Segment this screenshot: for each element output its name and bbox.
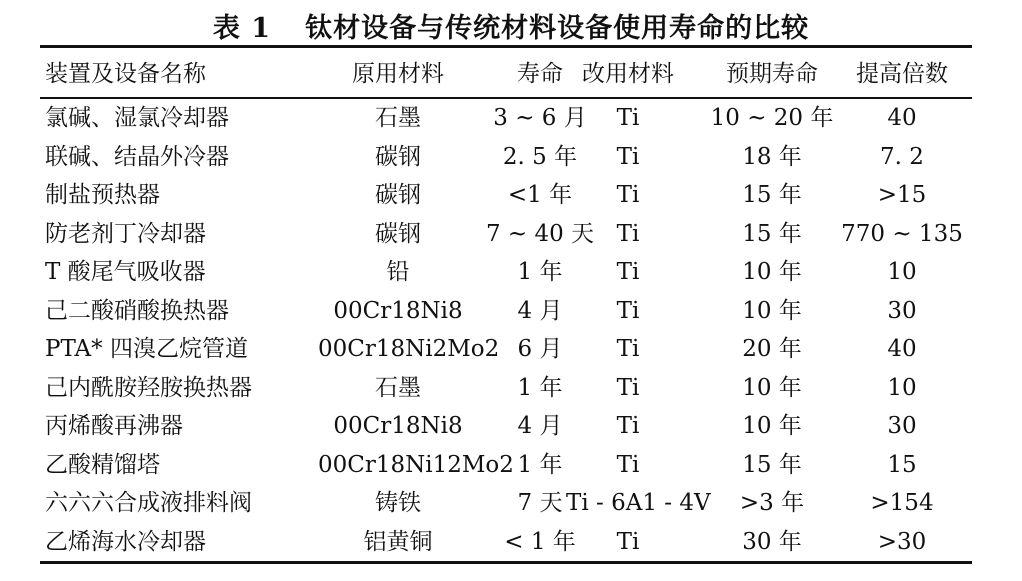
- cell-improvement-factor: 7. 2: [880, 143, 924, 170]
- cell-original-material: 00Cr18Ni2Mo2: [318, 336, 500, 362]
- cell-improvement-factor: 770 ~ 135: [841, 220, 963, 247]
- cell-expected-lifetime: 10 年: [742, 259, 802, 285]
- cell-expected-lifetime: 20 年: [742, 336, 802, 362]
- cell-lifetime: 4 月: [517, 413, 563, 439]
- cell-improvement-factor: >15: [877, 182, 927, 208]
- cell-new-material: Ti: [616, 374, 640, 401]
- cell-original-material: 铅: [386, 259, 410, 285]
- cell-new-material: Ti: [616, 143, 640, 170]
- cell-expected-lifetime: 15 年: [742, 220, 802, 247]
- cell-original-material: 铸铁: [375, 490, 421, 516]
- cell-lifetime: 1 年: [517, 451, 563, 478]
- cell-equipment: 防老剂丁冷却器: [45, 220, 206, 247]
- cell-equipment: 氯碱、湿氯冷却器: [45, 105, 229, 131]
- table-row: [40, 484, 972, 522]
- cell-new-material: Ti: [616, 336, 640, 362]
- table-bottom-rule: [40, 561, 972, 564]
- cell-original-material: 铝黄铜: [363, 528, 433, 555]
- cell-equipment: 乙酸精馏塔: [45, 451, 160, 478]
- cell-lifetime: 1 年: [517, 374, 563, 401]
- table-row: [40, 215, 972, 253]
- header-improvement-factor: 提高倍数: [856, 61, 948, 87]
- cell-new-material: Ti: [616, 413, 640, 439]
- table-row: [40, 523, 972, 561]
- table-row: [40, 99, 972, 137]
- cell-lifetime: <1 年: [507, 182, 573, 208]
- cell-equipment: 乙烯海水冷却器: [45, 528, 206, 555]
- cell-expected-lifetime: 18 年: [742, 143, 802, 170]
- cell-new-material: Ti: [616, 451, 640, 478]
- header-lifetime: 寿命: [517, 61, 563, 87]
- cell-original-material: 碳钢: [375, 182, 421, 208]
- table-row: [40, 292, 972, 330]
- table-row: [40, 330, 972, 368]
- cell-equipment: 制盐预热器: [45, 182, 160, 208]
- cell-expected-lifetime: 15 年: [742, 451, 802, 478]
- cell-improvement-factor: 40: [887, 336, 917, 362]
- cell-expected-lifetime: 15 年: [742, 182, 802, 208]
- cell-improvement-factor: 10: [887, 374, 917, 401]
- cell-new-material: Ti: [616, 105, 640, 131]
- cell-original-material: 00Cr18Ni8: [333, 413, 463, 439]
- table-caption: 钛材设备与传统材料设备使用寿命的比较: [305, 13, 810, 44]
- cell-improvement-factor: 10: [887, 259, 917, 285]
- header-expected-lifetime: 预期寿命: [726, 61, 818, 87]
- cell-equipment: 六六六合成液排料阀: [45, 490, 252, 516]
- cell-expected-lifetime: 10 年: [742, 297, 802, 324]
- table-title: [0, 6, 1022, 45]
- cell-equipment: 丙烯酸再沸器: [45, 413, 183, 439]
- table-row: [40, 446, 972, 484]
- table-row: [40, 407, 972, 445]
- cell-original-material: 碳钢: [375, 143, 421, 170]
- cell-equipment: 己二酸硝酸换热器: [45, 297, 229, 324]
- cell-lifetime: < 1 年: [504, 528, 576, 555]
- cell-improvement-factor: 30: [887, 413, 917, 439]
- header-original-material: 原用材料: [352, 61, 444, 87]
- cell-new-material: Ti: [616, 259, 640, 285]
- cell-new-material: Ti: [616, 220, 640, 247]
- table-row: [40, 369, 972, 407]
- cell-equipment: 己内酰胺羟胺换热器: [45, 374, 252, 401]
- cell-expected-lifetime: 10 年: [742, 413, 802, 439]
- cell-expected-lifetime: 30 年: [742, 528, 802, 555]
- table-row: [40, 138, 972, 176]
- cell-new-material: Ti: [616, 182, 640, 208]
- cell-improvement-factor: >30: [877, 528, 927, 555]
- cell-new-material: Ti: [616, 297, 640, 324]
- table-header-row: [40, 49, 972, 87]
- cell-lifetime: 7 ~ 40 天: [485, 220, 595, 247]
- cell-equipment: T 酸尾气吸收器: [45, 259, 206, 285]
- cell-lifetime: 1 年: [517, 259, 563, 285]
- cell-expected-lifetime: 10 年: [742, 374, 802, 401]
- cell-lifetime: 7 天: [517, 490, 563, 516]
- cell-original-material: 00Cr18Ni12Mo2: [318, 451, 514, 478]
- cell-improvement-factor: 30: [887, 297, 917, 324]
- cell-new-material: Ti: [616, 528, 640, 555]
- cell-improvement-factor: 15: [887, 451, 917, 478]
- table-number: 表 1: [212, 13, 272, 44]
- cell-equipment: 联碱、结晶外冷器: [45, 143, 229, 170]
- table-row: [40, 253, 972, 291]
- cell-original-material: 石墨: [375, 105, 421, 131]
- cell-expected-lifetime: 10 ~ 20 年: [710, 105, 834, 131]
- cell-improvement-factor: 40: [887, 105, 917, 131]
- table-top-rule: [40, 45, 972, 48]
- cell-expected-lifetime: >3 年: [739, 490, 805, 516]
- table-row: [40, 176, 972, 214]
- cell-improvement-factor: >154: [870, 490, 934, 516]
- cell-equipment: PTA* 四溴乙烷管道: [45, 336, 248, 362]
- cell-lifetime: 4 月: [517, 297, 563, 324]
- cell-original-material: 碳钢: [375, 220, 421, 247]
- cell-original-material: 00Cr18Ni8: [333, 297, 463, 324]
- cell-lifetime: 2. 5 年: [502, 143, 578, 170]
- cell-lifetime: 3 ~ 6 月: [493, 105, 587, 131]
- header-new-material: 改用材料: [582, 61, 674, 87]
- cell-original-material: 石墨: [375, 374, 421, 401]
- cell-lifetime: 6 月: [517, 336, 563, 362]
- header-equipment: 装置及设备名称: [45, 61, 206, 87]
- cell-new-material: Ti - 6A1 - 4V: [566, 490, 711, 516]
